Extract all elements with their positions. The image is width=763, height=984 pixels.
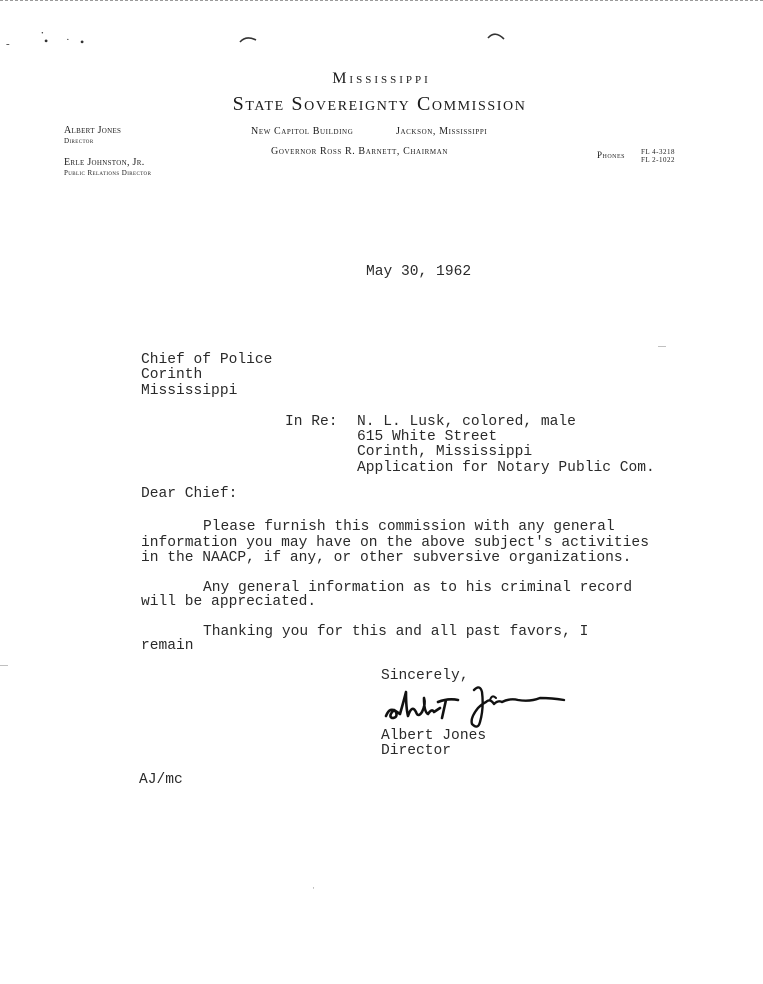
phones-block xyxy=(597,148,675,164)
phone-number: FL 4-3218 xyxy=(641,148,675,156)
staff-name: Erle Johnston, Jr. xyxy=(64,157,145,168)
re-line: Corinth, Mississippi xyxy=(357,444,533,460)
staff-director xyxy=(64,125,121,147)
margin-mark xyxy=(0,665,8,666)
signature-name: Albert Jones xyxy=(381,728,487,744)
salutation: Dear Chief: xyxy=(141,486,238,502)
letterhead-building: New Capitol Building xyxy=(251,126,354,137)
letterhead-commission: State Sovereignty Commission xyxy=(232,93,527,115)
staff-pr-director xyxy=(64,157,151,179)
phone-number: FL 2-1022 xyxy=(641,156,675,164)
signature-title: Director xyxy=(381,743,452,759)
paragraph-2-line: will be appreciated. xyxy=(141,594,317,610)
scan-speck: • xyxy=(80,35,85,49)
punch-mark-right xyxy=(486,30,506,40)
phones-label: Phones xyxy=(597,150,626,160)
top-perforation xyxy=(0,0,763,3)
re-label: In Re: xyxy=(285,414,338,430)
letterhead-chairman: Governor Ross R. Barnett, Chairman xyxy=(271,146,449,157)
staff-role: Director xyxy=(64,137,94,145)
scan-speck: ˙ xyxy=(40,30,45,45)
paragraph-1-line: in the NAACP, if any, or other subversive organizations. xyxy=(141,550,632,566)
reference-initials: AJ/mc xyxy=(139,772,183,788)
margin-mark xyxy=(658,346,666,347)
phone-numbers xyxy=(641,148,675,164)
handwritten-signature xyxy=(380,678,570,733)
scan-speck: • xyxy=(44,34,49,48)
scan-speck: · xyxy=(66,34,70,46)
paragraph-3-line: Thanking you for this and all past favors, I xyxy=(203,624,589,640)
letterhead-state: Mississippi xyxy=(332,70,431,87)
paragraph-2-line: Any general information as to his criminal record xyxy=(203,580,633,596)
recipient-line: Corinth xyxy=(141,367,203,383)
letter-date: May 30, 1962 xyxy=(366,264,472,280)
re-line: Application for Notary Public Com. xyxy=(357,460,655,476)
paragraph-3-line: remain xyxy=(141,638,194,654)
closing: Sincerely, xyxy=(381,668,469,684)
punch-mark-left xyxy=(238,34,258,44)
recipient-line: Chief of Police xyxy=(141,352,273,368)
staff-name: Albert Jones xyxy=(64,125,122,136)
recipient-line: Mississippi xyxy=(141,383,238,399)
re-line: 615 White Street xyxy=(357,429,498,445)
scan-speck: · xyxy=(312,883,315,893)
scan-speck: - xyxy=(6,38,10,50)
staff-role: Public Relations Director xyxy=(64,169,152,177)
re-line: N. L. Lusk, colored, male xyxy=(357,414,576,430)
paragraph-1-line: Please furnish this commission with any general xyxy=(203,519,615,535)
paragraph-1-line: information you may have on the above subject's activities xyxy=(141,535,649,551)
letterhead-city: Jackson, Mississippi xyxy=(396,126,488,137)
